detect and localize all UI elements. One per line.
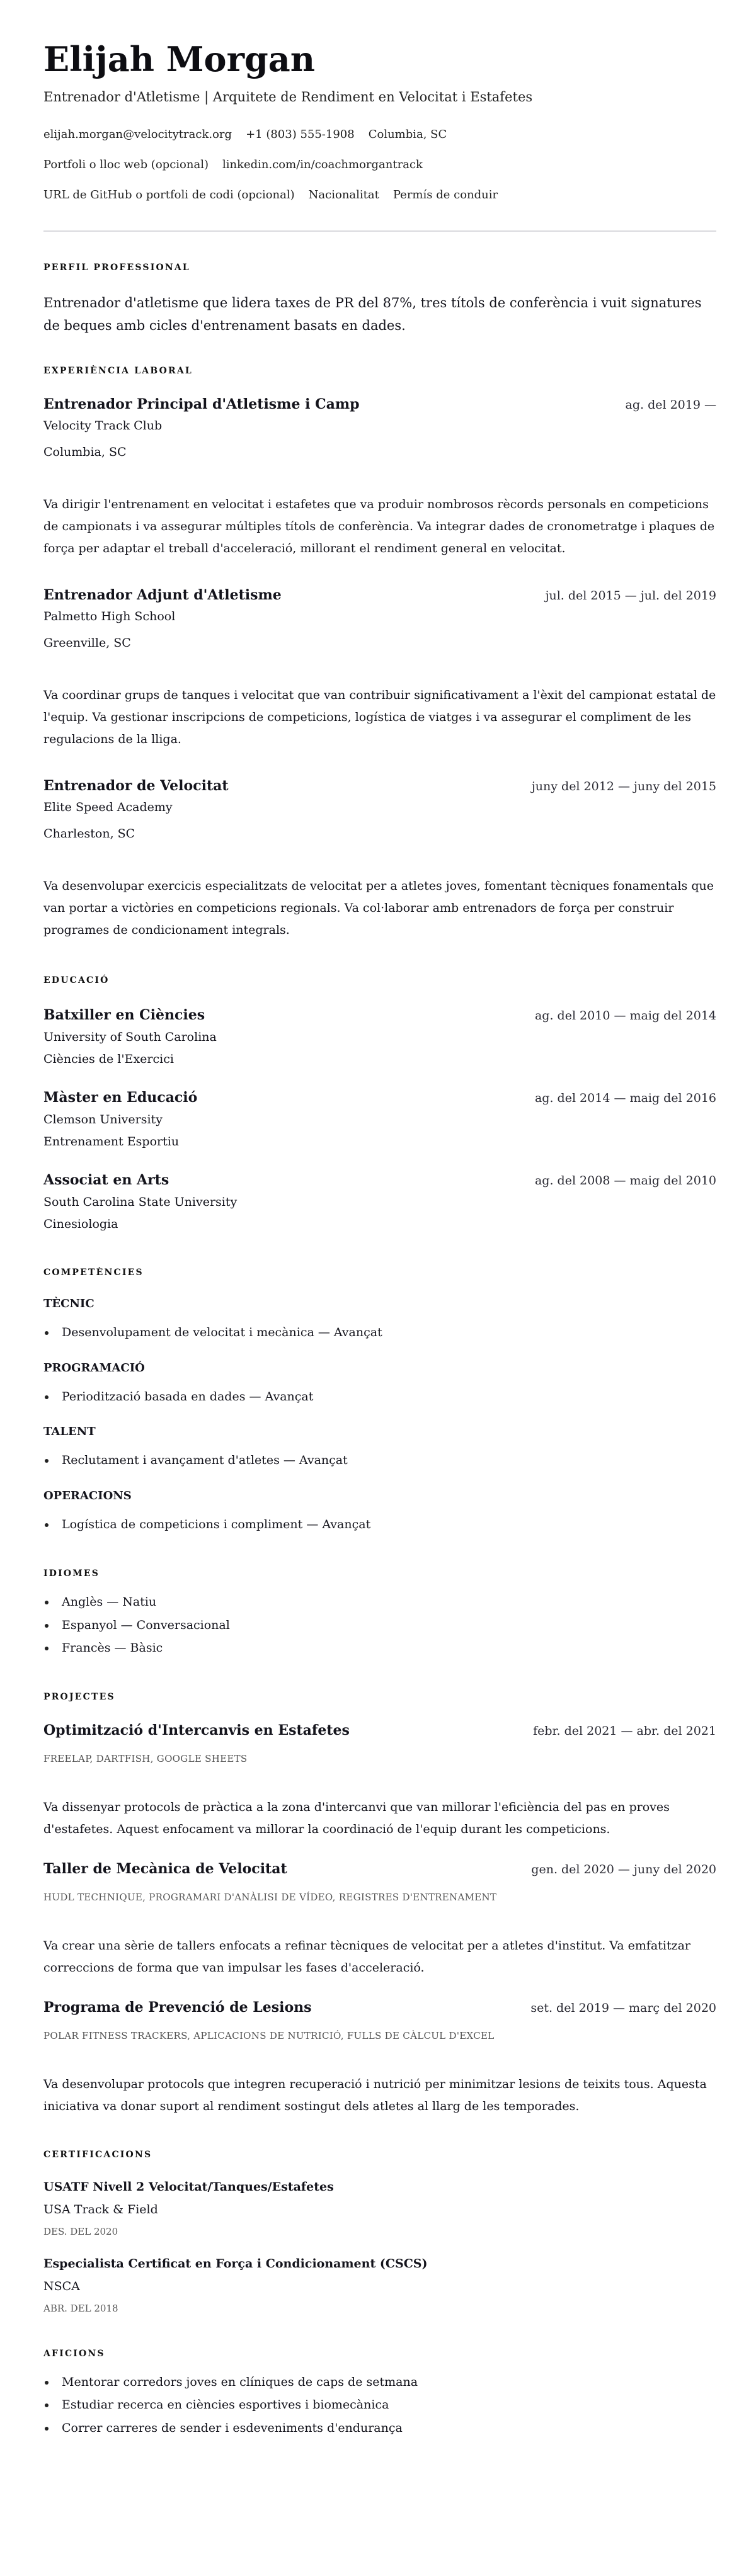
hobby-item: Estudiar recerca en ciències esportives i biomecànica	[43, 2393, 716, 2417]
language-item: Francès — Bàsic	[43, 1637, 716, 1660]
section-heading: PERFIL PROFESSIONAL	[43, 263, 190, 273]
job-title: Entrenador de Velocitat	[43, 778, 229, 794]
languages-section	[43, 1567, 716, 1660]
education-entry	[43, 1171, 716, 1234]
job-description: Va coordinar grups de tanques i velocitat que van contribuir significativament a l'èxit del campionat estatal de l'equip. Va gestionar inscripcions de competicions, logística de viatges i va assegurar el compliment de les regulacions de la lliga.	[43, 688, 716, 746]
resume-header	[43, 39, 716, 205]
projects-section	[43, 1691, 716, 2118]
job-entry	[43, 395, 716, 560]
skill-list	[43, 1321, 716, 1344]
certification-issuer: NSCA	[43, 2279, 80, 2293]
project-description: Va dissenyar protocols de pràctica a la zona d'intercanvi que van millorar l'eficiència del pas en proves d'estafetes. Aquest enfocament va millorar la coordinació de l'equip durant les competicions.	[43, 1800, 670, 1836]
education-date: ag. del 2008 — maig del 2010	[534, 1174, 716, 1188]
job-title: Entrenador Principal d'Atletisme i Camp	[43, 396, 360, 412]
header-divider	[43, 230, 716, 232]
skill-list	[43, 1449, 716, 1472]
skill-list	[43, 1513, 716, 1536]
job-company: Elite Speed Academy	[43, 800, 173, 814]
project-title: Taller de Mecànica de Velocitat	[43, 1860, 287, 1877]
skill-category: TÈCNIC	[43, 1297, 94, 1310]
degree-title: Associat en Arts	[43, 1172, 169, 1188]
skill-item: Desenvolupament de velocitat i mecànica — Avançat	[43, 1321, 716, 1344]
contact-driving-license: Permís de conduir	[392, 188, 498, 201]
hobby-list	[43, 2371, 716, 2440]
contact-row	[43, 125, 716, 144]
summary-section	[43, 261, 716, 337]
contact-linkedin[interactable]: linkedin.com/in/coachmorgantrack	[222, 158, 423, 171]
hobby-item: Correr carreres de sender i esdeveniments d'endurança	[43, 2417, 716, 2440]
hobby-item: Mentorar corredors joves en clíniques de caps de setmana	[43, 2371, 716, 2394]
contact-location: Columbia, SC	[368, 128, 447, 141]
job-description: Va desenvolupar exercicis especialitzats de velocitat per a atletes joves, fomentant tècniques fonamentals que van portar a victòries en competicions regionals. Va col·laborar amb entrenadors de força per construir programes de condicionament integrals.	[43, 879, 714, 937]
certification-issuer: USA Track & Field	[43, 2202, 158, 2216]
candidate-title: Entrenador d'Atletisme | Arquitete de Rendiment en Velocitat i Estafetes	[43, 89, 533, 105]
resume-page	[0, 39, 756, 2439]
job-entry	[43, 776, 716, 941]
section-heading: EXPERIÈNCIA LABORAL	[43, 366, 193, 376]
hobbies-section	[43, 2347, 716, 2440]
education-entry	[43, 1006, 716, 1069]
summary-text: Entrenador d'atletisme que lidera taxes de PR del 87%, tres títols de conferència i vuit signatures de beques amb cicles d'entrenament basats en dades.	[43, 295, 702, 333]
skill-list	[43, 1385, 716, 1409]
project-date: febr. del 2021 — abr. del 2021	[533, 1723, 716, 1738]
school-name: Clemson University	[43, 1113, 163, 1126]
certifications-section	[43, 2148, 716, 2316]
job-location: Columbia, SC	[43, 445, 127, 459]
job-location: Charleston, SC	[43, 827, 135, 841]
job-company: Velocity Track Club	[43, 419, 163, 433]
contact-row	[43, 156, 716, 174]
project-title: Programa de Prevenció de Lesions	[43, 1999, 312, 2016]
education-section	[43, 974, 716, 1234]
job-title: Entrenador Adjunt d'Atletisme	[43, 587, 282, 603]
skill-item: Logística de competicions i compliment — Avançat	[43, 1513, 716, 1536]
certification-entry	[43, 2255, 716, 2316]
contact-email[interactable]: elijah.morgan@velocitytrack.org	[43, 128, 232, 141]
field-of-study: Entrenament Esportiu	[43, 1135, 180, 1149]
contact-portfolio[interactable]: Portfoli o lloc web (opcional)	[43, 158, 209, 171]
job-location: Greenville, SC	[43, 636, 131, 650]
school-name: South Carolina State University	[43, 1195, 238, 1209]
contact-nationality: Nacionalitat	[308, 188, 379, 201]
section-heading: PROJECTES	[43, 1691, 115, 1702]
skill-item: Reclutament i avançament d'atletes — Avançat	[43, 1449, 716, 1472]
skill-item: Periodització basada en dades — Avançat	[43, 1385, 716, 1409]
certification-date: DES. DEL 2020	[43, 2225, 118, 2237]
section-heading: CERTIFICACIONS	[43, 2149, 152, 2160]
certification-date: ABR. DEL 2018	[43, 2302, 118, 2314]
education-date: ag. del 2010 — maig del 2014	[534, 1009, 716, 1023]
skills-section	[43, 1266, 716, 1536]
project-date: set. del 2019 — març del 2020	[530, 2000, 716, 2015]
language-item: Espanyol — Conversacional	[43, 1614, 716, 1637]
project-entry	[43, 1859, 716, 1979]
experience-section	[43, 365, 716, 941]
field-of-study: Cinesiologia	[43, 1217, 118, 1231]
contact-row	[43, 186, 716, 205]
project-date: gen. del 2020 — juny del 2020	[531, 1862, 716, 1876]
skill-category: TALENT	[43, 1425, 96, 1438]
project-tech: FREELAP, DARTFISH, GOOGLE SHEETS	[43, 1752, 248, 1764]
job-date: ag. del 2019 —	[625, 398, 716, 412]
degree-title: Màster en Educació	[43, 1089, 198, 1106]
candidate-name: Elijah Morgan	[43, 39, 316, 79]
job-date: jul. del 2015 — jul. del 2019	[545, 589, 716, 603]
section-heading: IDIOMES	[43, 1569, 100, 1579]
project-tech: POLAR FITNESS TRACKERS, APLICACIONS DE NUTRICIÓ, FULLS DE CÀLCUL D'EXCEL	[43, 2029, 495, 2041]
job-company: Palmetto High School	[43, 610, 176, 623]
section-heading: COMPETÈNCIES	[43, 1268, 144, 1278]
education-entry	[43, 1088, 716, 1152]
project-entry	[43, 1721, 716, 1841]
field-of-study: Ciències de l'Exercici	[43, 1052, 174, 1066]
contact-phone[interactable]: +1 (803) 555-1908	[246, 128, 355, 141]
project-entry	[43, 1998, 716, 2118]
language-item: Anglès — Natiu	[43, 1591, 716, 1614]
section-heading: EDUCACIÓ	[43, 975, 110, 985]
job-date: juny del 2012 — juny del 2015	[531, 780, 716, 793]
skill-category: OPERACIONS	[43, 1489, 132, 1502]
school-name: University of South Carolina	[43, 1030, 217, 1044]
certification-title: Especialista Certificat en Força i Condicionament (CSCS)	[43, 2256, 428, 2271]
project-description: Va desenvolupar protocols que integren recuperació i nutrició per minimitzar lesions de teixits tous. Aquesta iniciativa va donar suport al rendiment sostingut dels atletes al llarg de les temporades.	[43, 2077, 707, 2113]
education-date: ag. del 2014 — maig del 2016	[534, 1091, 716, 1105]
contact-github[interactable]: URL de GitHub o portfoli de codi (opcional)	[43, 188, 295, 201]
project-tech: HUDL TECHNIQUE, PROGRAMARI D'ANÀLISI DE VÍDEO, REGISTRES D'ENTRENAMENT	[43, 1891, 497, 1903]
certification-title: USATF Nivell 2 Velocitat/Tanques/Estafetes	[43, 2179, 334, 2194]
project-description: Va crear una sèrie de tallers enfocats a refinar tècniques de velocitat per a atletes d'institut. Va emfatitzar correccions de forma que van impulsar les fases d'acceleració.	[43, 1938, 691, 1975]
skill-category: PROGRAMACIÓ	[43, 1361, 145, 1375]
project-title: Optimització d'Intercanvis en Estafetes	[43, 1722, 350, 1739]
job-description: Va dirigir l'entrenament en velocitat i estafetes que va produir nombrosos rècords personals en competicions de campionats i va assegurar múltiples títols de conferència. Va integrar dades de cronometratge i plaques de força per adaptar el treball d'acceleració, millorant el rendiment general en velocitat.	[43, 497, 715, 555]
degree-title: Batxiller en Ciències	[43, 1007, 205, 1023]
language-list	[43, 1591, 716, 1660]
section-heading: AFICIONS	[43, 2348, 105, 2359]
job-entry	[43, 586, 716, 751]
certification-entry	[43, 2178, 716, 2239]
